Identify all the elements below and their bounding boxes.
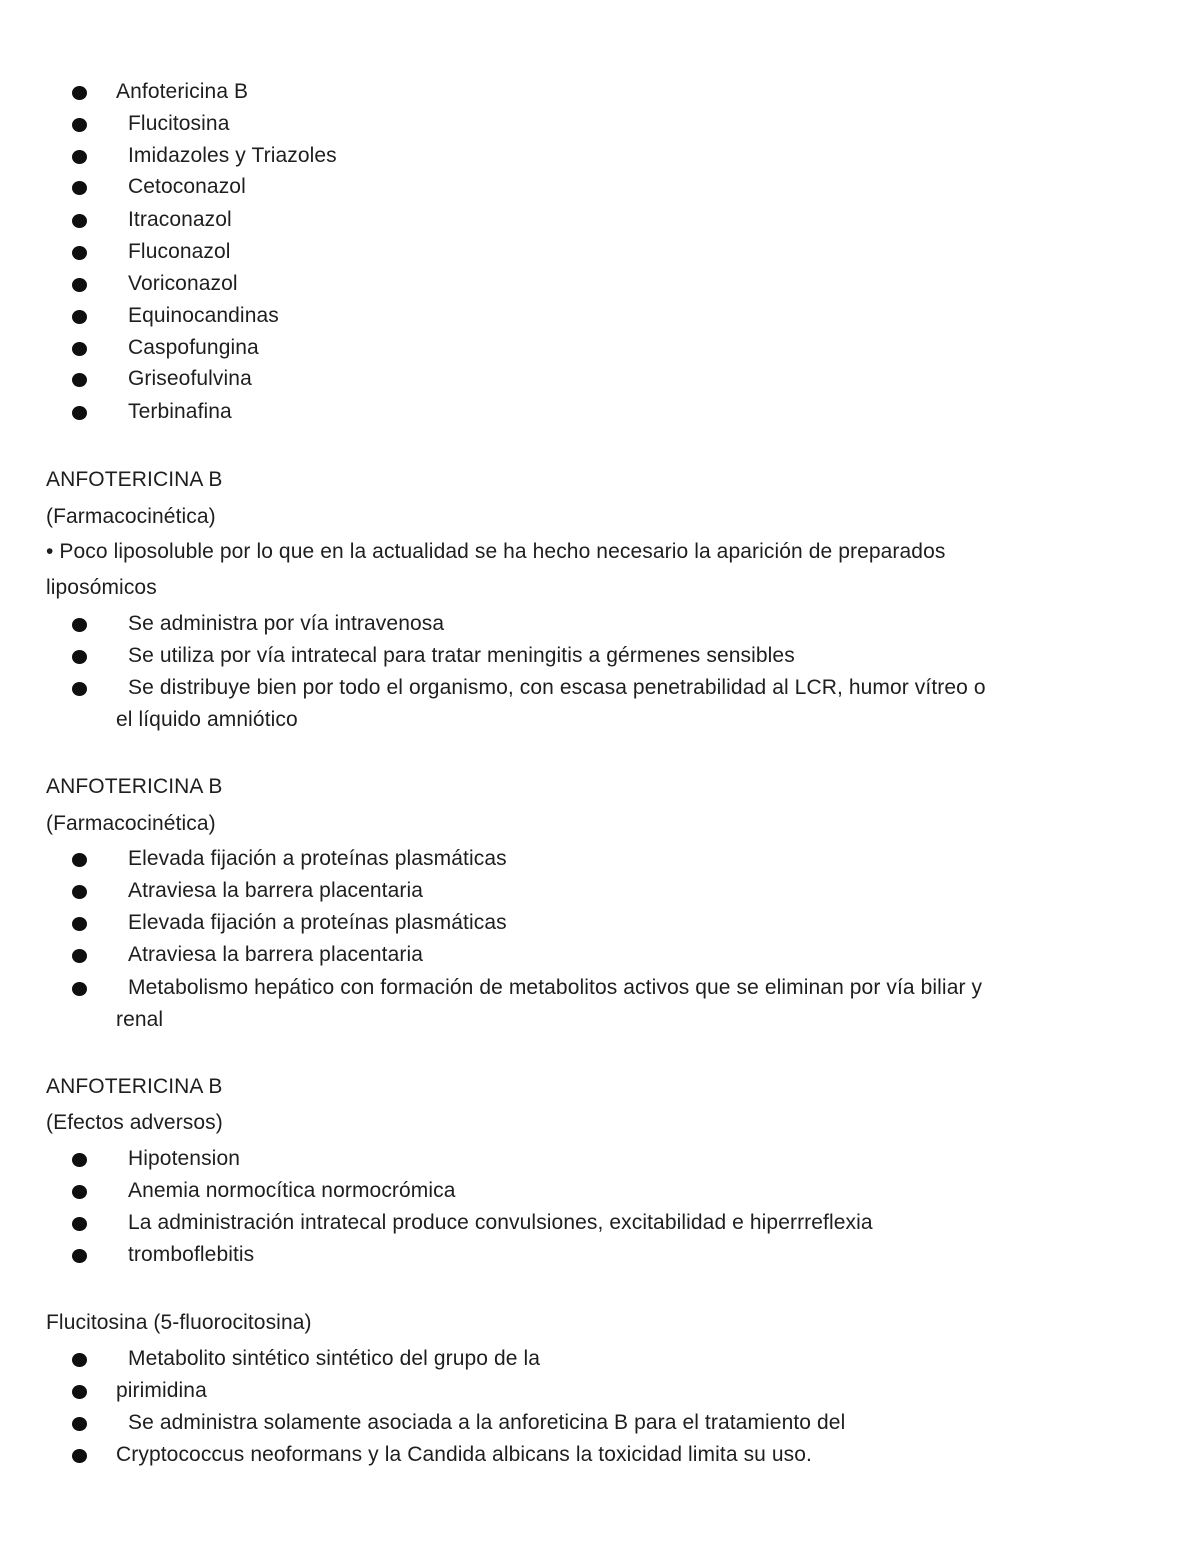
list-item-continuation: renal (116, 1008, 164, 1031)
list-item-text: Anfotericina B (116, 80, 249, 103)
list-item-text: tromboflebitis (128, 1243, 255, 1266)
list-item-text: Cryptococcus neoformans y la Candida albicans la toxicidad limita su uso. (116, 1443, 812, 1466)
section-heading: Flucitosina (5-fluorocitosina) (46, 1311, 312, 1334)
bullet-icon (72, 342, 87, 356)
list-item-text: Voriconazol (128, 272, 238, 295)
bullet-icon (72, 650, 87, 664)
bullet-icon (72, 214, 87, 228)
list-item-text: pirimidina (116, 1379, 207, 1402)
list-item-text: Se administra solamente asociada a la anforeticina B para el tratamiento del (128, 1411, 846, 1434)
list-item-text: Caspofungina (128, 336, 259, 359)
bullet-icon (72, 618, 87, 632)
list-item-text: Anemia normocítica normocrómica (128, 1179, 456, 1202)
section-heading: ANFOTERICINA B (46, 1075, 223, 1098)
list-item-text: Se distribuye bien por todo el organismo, con escasa penetrabilidad al LCR, humor vítreo o (128, 676, 986, 699)
bullet-icon (72, 1417, 87, 1431)
list-item-text: Metabolismo hepático con formación de metabolitos activos que se eliminan por vía biliar y (128, 976, 983, 999)
bullet-icon (72, 1153, 87, 1167)
list-item-text: Itraconazol (128, 208, 232, 231)
bullet-icon (72, 246, 87, 260)
bullet-icon (72, 118, 87, 132)
section-subheading: (Farmacocinética) (46, 505, 216, 528)
bullet-icon (72, 1449, 87, 1463)
section-subheading: (Efectos adversos) (46, 1111, 223, 1134)
list-item-text: Se administra por vía intravenosa (128, 612, 445, 635)
list-item-text: Griseofulvina (128, 367, 252, 390)
paragraph-line: • Poco liposoluble por lo que en la actualidad se ha hecho necesario la aparición de preparados (46, 540, 946, 563)
bullet-icon (72, 373, 87, 387)
bullet-icon (72, 181, 87, 195)
list-item-text: Se utiliza por vía intratecal para tratar meningitis a gérmenes sensibles (128, 644, 795, 667)
list-item-text: Fluconazol (128, 240, 231, 263)
bullet-icon (72, 406, 87, 420)
list-item-text: Terbinafina (128, 400, 232, 423)
list-item-text: Metabolito sintético sintético del grupo de la (128, 1347, 541, 1370)
bullet-icon (72, 982, 87, 996)
list-item-text: Hipotension (128, 1147, 241, 1170)
section-heading: ANFOTERICINA B (46, 468, 223, 491)
list-item-text: Elevada fijación a proteínas plasmáticas (128, 911, 507, 934)
bullet-icon (72, 949, 87, 963)
list-item-text: Cetoconazol (128, 175, 246, 198)
bullet-icon (72, 885, 87, 899)
bullet-icon (72, 917, 87, 931)
bullet-icon (72, 1353, 87, 1367)
bullet-icon (72, 86, 87, 100)
list-item-text: Elevada fijación a proteínas plasmáticas (128, 847, 507, 870)
bullet-icon (72, 278, 87, 292)
list-item-text: Atraviesa la barrera placentaria (128, 943, 424, 966)
list-item-text: Atraviesa la barrera placentaria (128, 879, 424, 902)
list-item-text: Equinocandinas (128, 304, 279, 327)
bullet-icon (72, 1217, 87, 1231)
section-heading: ANFOTERICINA B (46, 775, 223, 798)
list-item-text: Flucitosina (128, 112, 230, 135)
bullet-icon (72, 1249, 87, 1263)
bullet-icon (72, 310, 87, 324)
bullet-icon (72, 1385, 87, 1399)
list-item-text: La administración intratecal produce convulsiones, excitabilidad e hiperrreflexia (128, 1211, 873, 1234)
list-item-continuation: el líquido amniótico (116, 708, 298, 731)
paragraph-line: liposómicos (46, 576, 157, 599)
section-subheading: (Farmacocinética) (46, 812, 216, 835)
bullet-icon (72, 150, 87, 164)
bullet-icon (72, 682, 87, 696)
bullet-icon (72, 853, 87, 867)
list-item-text: Imidazoles y Triazoles (128, 144, 337, 167)
bullet-icon (72, 1185, 87, 1199)
